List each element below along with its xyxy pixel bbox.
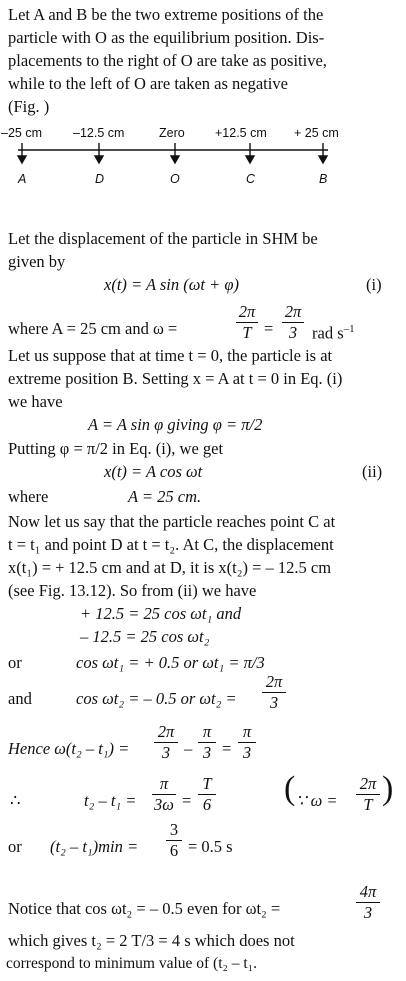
arrowhead-b xyxy=(319,156,327,163)
fraction-3-over-6 xyxy=(166,821,182,860)
where2-value: A = 25 cm. xyxy=(128,487,202,506)
para2-line-3: we have xyxy=(8,392,63,411)
fraction-numerator: 2π xyxy=(359,774,377,793)
intro-line-3: placements to the right of O are take as positive, xyxy=(8,51,327,70)
fraction-denominator: 6 xyxy=(202,795,212,814)
fraction-pi-over-3omega xyxy=(152,775,176,814)
equals-sign: = xyxy=(264,319,274,338)
equation-6: cos ωt₁ = + 0.5 or ωt₁ = π/3 xyxy=(76,653,265,672)
fraction-denominator: 3 xyxy=(202,743,212,762)
equals-sign-3: = xyxy=(182,791,192,810)
arrowhead-a xyxy=(18,156,26,163)
equation-1-tag: (i) xyxy=(366,275,382,294)
fraction-numerator: π xyxy=(159,774,169,793)
fraction-numerator: 2π xyxy=(238,302,256,321)
rad-unit xyxy=(312,318,355,345)
equation-5: – 12.5 = 25 cos ωt₂ xyxy=(80,627,210,646)
fraction-denominator: 3 xyxy=(161,743,171,762)
equation-4: + 12.5 = 25 cos ωt₁ and xyxy=(80,604,242,623)
fraction-denominator: 3 xyxy=(288,323,298,342)
tick-label-plus-12-5: +12.5 cm xyxy=(215,126,267,140)
t-min-value: = 0.5 s xyxy=(188,837,233,856)
equation-1: x(t) = A sin (ωt + φ) xyxy=(104,275,240,294)
arrowhead-o xyxy=(171,156,179,163)
point-label-c: C xyxy=(246,172,256,186)
point-label-d: D xyxy=(95,172,105,186)
fraction-pi-over-3-b xyxy=(238,723,256,762)
fraction-2pi-over-t xyxy=(236,303,258,342)
para2-line-1: Let us suppose that at time t = 0, the particle is at xyxy=(8,346,333,365)
tick-label-minus-12-5: –12.5 cm xyxy=(73,126,125,140)
t-difference: t₂ – t₁ = xyxy=(84,791,137,810)
fraction-numerator: π xyxy=(242,722,252,741)
fraction-numerator: T xyxy=(202,774,212,793)
equals-sign-2: = xyxy=(222,739,232,758)
fraction-4pi-over-3 xyxy=(356,883,380,922)
intro-line-4: while to the left of O are taken as negative xyxy=(8,74,288,93)
left-paren: ( xyxy=(284,770,296,807)
para4-line-4: (see Fig. 13.12). So from (ii) we have xyxy=(8,581,257,600)
where-line: where A = 25 cm and ω = xyxy=(8,319,178,338)
para4-line-1: Now let us say that the particle reaches point C at xyxy=(8,512,336,531)
para5-line-3: correspond to minimum value of (t₂ – t₁. xyxy=(6,955,258,972)
fraction-2pi-over-t-b xyxy=(356,775,380,814)
fraction-2pi-over-3-b xyxy=(262,673,286,712)
equation-3: x(t) = A cos ωt xyxy=(104,462,203,481)
rad-unit-exponent: –1 xyxy=(343,323,355,335)
para2-line-2: extreme position B. Setting x = A at t = 0 in Eq. (i) xyxy=(8,369,343,388)
point-label-a: A xyxy=(18,172,27,186)
or-label-2: or xyxy=(8,837,22,856)
arrowhead-d xyxy=(95,156,103,163)
because-expression: ∵ ω = xyxy=(296,791,338,810)
fraction-numerator: 4π xyxy=(359,882,377,901)
intro-line-5: (Fig. ) xyxy=(8,97,50,116)
fraction-numerator: π xyxy=(202,722,212,741)
fraction-denominator: T xyxy=(363,795,373,814)
point-label-o: O xyxy=(170,172,180,186)
fraction-denominator: 6 xyxy=(169,841,179,860)
t-min-expression: (t₂ – t₁)min = xyxy=(50,837,139,856)
fraction-t-over-6 xyxy=(198,775,216,814)
intro-line-1: Let A and B be the two extreme positions of the xyxy=(8,5,324,24)
fraction-denominator: T xyxy=(242,323,252,342)
fraction-numerator: 3 xyxy=(169,820,179,839)
equation-3-tag: (ii) xyxy=(362,462,383,481)
tick-label-plus-25: + 25 cm xyxy=(294,126,339,140)
tick-label-zero: Zero xyxy=(159,126,185,140)
fraction-2pi-over-3 xyxy=(282,303,304,342)
minus-sign: – xyxy=(184,739,193,758)
para1-line-2: given by xyxy=(8,252,66,271)
equation-2: A = A sin φ giving φ = π/2 xyxy=(88,415,263,434)
para5-line-2: which gives t₂ = 2 T/3 = 4 s which does not xyxy=(8,931,295,950)
para1-line-1: Let the displacement of the particle in SHM be xyxy=(8,229,318,248)
para4-line-3: x(t₁) = + 12.5 cm and at D, it is x(t₂) = – 12.5 cm xyxy=(8,558,332,577)
therefore-symbol: ∴ xyxy=(10,791,21,810)
and-label: and xyxy=(8,689,32,708)
fraction-2pi-over-3-c xyxy=(154,723,178,762)
para4-line-2: t = t₁ and point D at t = t₂. At C, the displacement xyxy=(8,535,334,554)
arrowhead-c xyxy=(246,156,254,163)
fraction-denominator: 3 xyxy=(363,903,373,922)
fraction-numerator: 2π xyxy=(284,302,302,321)
where2-label: where xyxy=(8,487,49,506)
right-paren: ) xyxy=(382,770,394,807)
fraction-numerator: 2π xyxy=(265,672,283,691)
rad-unit-text: rad s xyxy=(312,323,344,343)
or-label-1: or xyxy=(8,653,22,672)
equation-7: cos ωt₂ = – 0.5 or ωt₂ = xyxy=(76,689,237,708)
hence-expression: Hence ω(t₂ – t₁) = xyxy=(8,739,130,758)
para3-line: Putting φ = π/2 in Eq. (i), we get xyxy=(8,439,224,458)
tick-label-minus-25: –25 cm xyxy=(1,126,42,140)
displacement-figure xyxy=(0,0,406,200)
fraction-pi-over-3-a xyxy=(198,723,216,762)
para5-line-1: Notice that cos ωt₂ = – 0.5 even for ωt₂ = xyxy=(8,899,281,918)
fraction-denominator: 3ω xyxy=(154,795,174,814)
point-label-b: B xyxy=(319,172,328,186)
fraction-denominator: 3 xyxy=(269,693,279,712)
fraction-numerator: 2π xyxy=(157,722,175,741)
fraction-denominator: 3 xyxy=(242,743,252,762)
intro-line-2: particle with O as the equilibrium position. Dis- xyxy=(8,28,325,47)
